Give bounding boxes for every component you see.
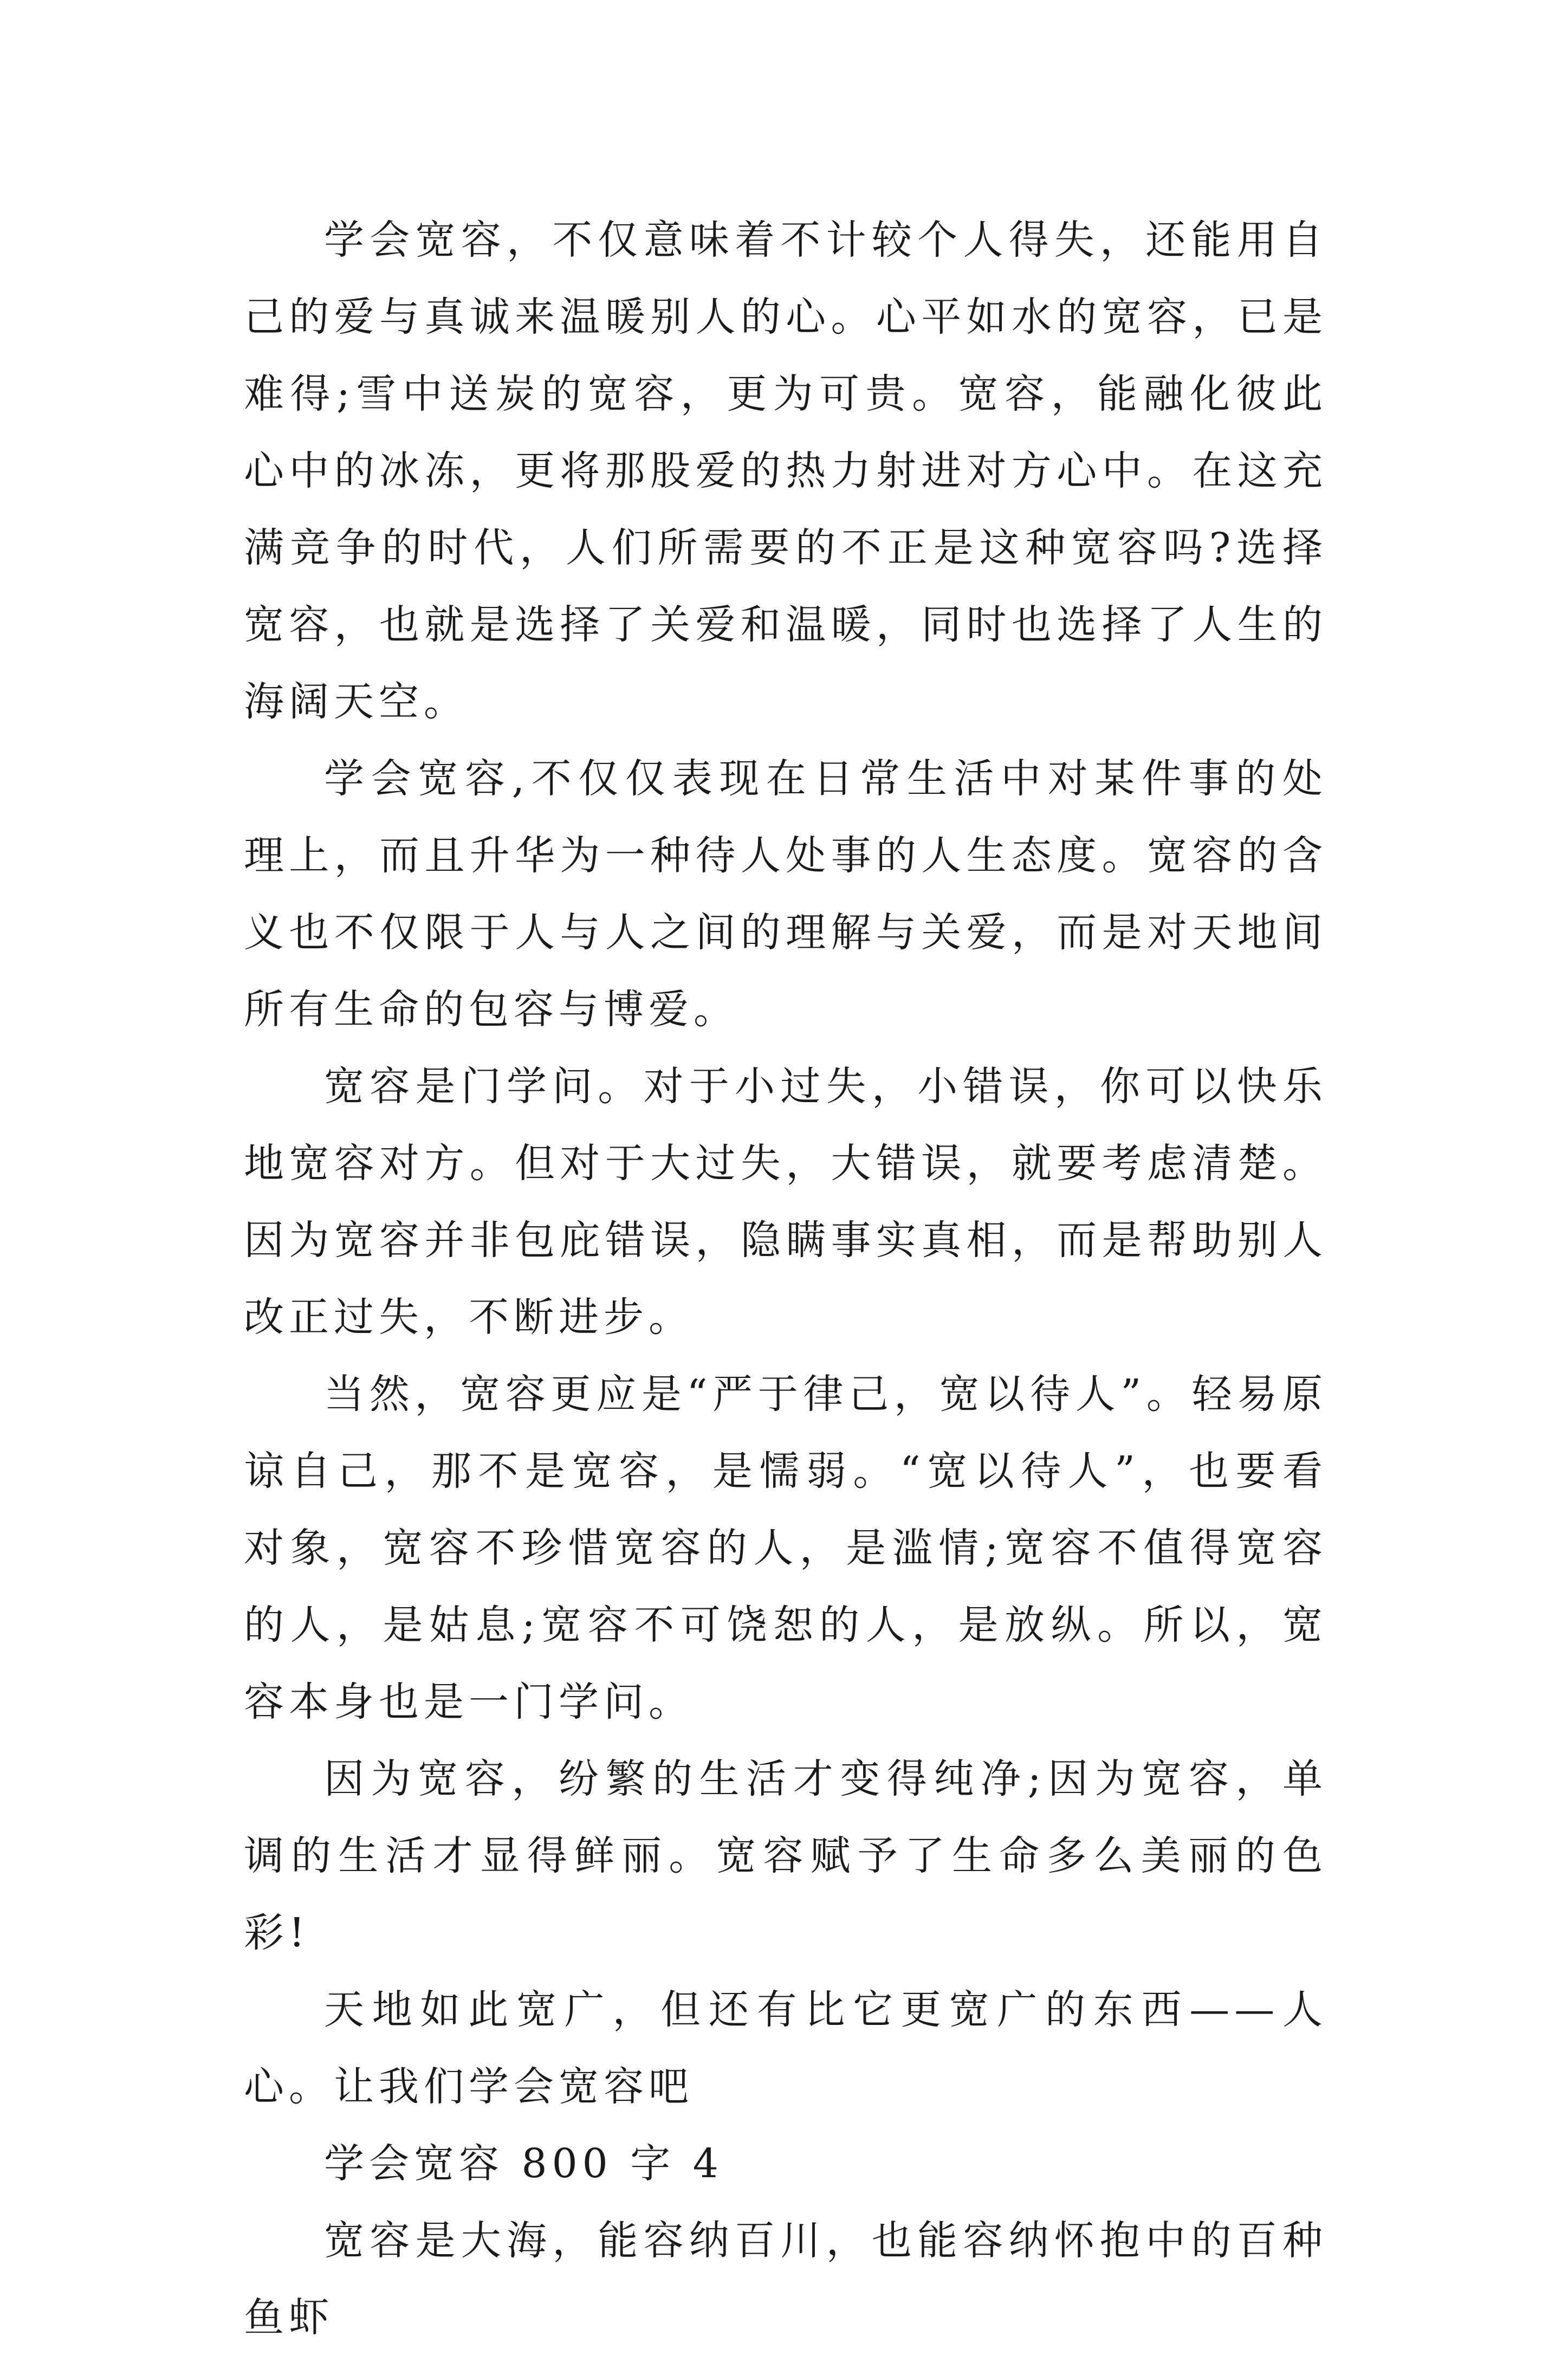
- document-body: [244, 202, 1327, 2356]
- paragraph: 天地如此宽广，但还有比它更宽广的东西——人心。让我们学会宽容吧: [244, 1986, 1327, 2110]
- paragraph: 当然，宽容更应是“严于律己，宽以待人”。轻易原谅自己，那不是宽容，是懦弱。“宽以待人”，也要看对象，宽容不珍惜宽容的人，是滥情;宽容不值得宽容的人，是姑息;宽容不可饶恕的人，是放纵。所以，宽容本身也是一门学问。: [244, 1371, 1327, 1725]
- paragraph: 因为宽容，纷繁的生活才变得纯净;因为宽容，单调的生活才显得鲜丽。宽容赋予了生命多么美丽的色彩!: [244, 1756, 1327, 1956]
- section-heading: 学会宽容 800 字 4: [324, 2140, 723, 2187]
- paragraph: 学会宽容,不仅仅表现在日常生活中对某件事的处理上，而且升华为一种待人处事的人生态度。宽容的含义也不仅限于人与人之间的理解与关爱，而是对天地间所有生命的包容与博爱。: [244, 755, 1327, 1033]
- paragraph: 宽容是大海，能容纳百川，也能容纳怀抱中的百种鱼虾: [244, 2217, 1327, 2341]
- paragraph: 宽容是门学问。对于小过失，小错误，你可以快乐地宽容对方。但对于大过失，大错误，就要考虑清楚。因为宽容并非包庇错误，隐瞒事实真相，而是帮助别人改正过失，不断进步。: [244, 1063, 1327, 1341]
- paragraph: 学会宽容，不仅意味着不计较个人得失，还能用自己的爱与真诚来温暖别人的心。心平如水的宽容，已是难得;雪中送炭的宽容，更为可贵。宽容，能融化彼此心中的冰冻，更将那股爱的热力射进对方心中。在这充满竞争的时代，人们所需要的不正是这种宽容吗?选择宽容，也就是选择了关爱和温暖，同时也选择了人生的海阔天空。: [244, 217, 1327, 725]
